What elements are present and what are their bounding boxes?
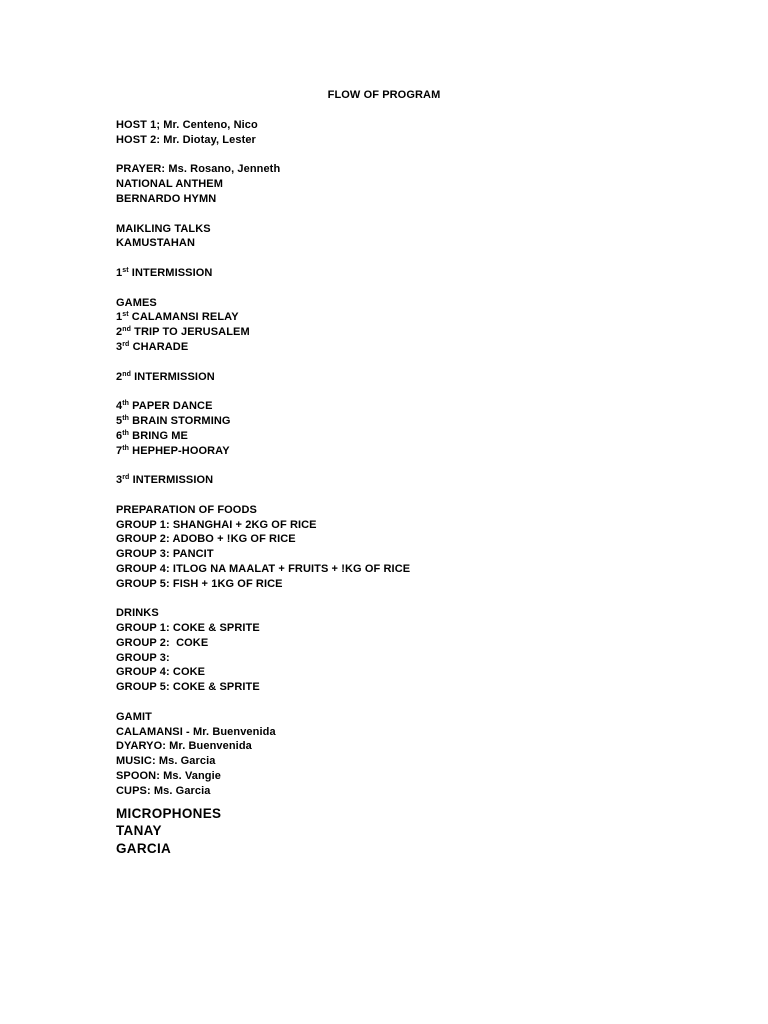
opening-line: NATIONAL ANTHEM [116, 178, 224, 191]
drink-item: GROUP 2: COKE [116, 636, 209, 649]
food-item: GROUP 4: ITLOG NA MAALAT + FRUITS + !KG OF RICE [116, 562, 411, 575]
gamit-item: MUSIC: Ms. Garcia [116, 755, 216, 768]
talks-line: KAMUSTAHAN [116, 237, 196, 250]
talks-line: MAIKLING TALKS [116, 222, 211, 235]
drink-item: GROUP 4: COKE [116, 666, 206, 679]
program-content [116, 118, 716, 857]
food-item: GROUP 5: FISH + 1KG OF RICE [116, 577, 283, 590]
food-item: GROUP 3: PANCIT [116, 548, 214, 561]
game-item: 5th BRAIN STORMING [116, 414, 231, 427]
gamit-item: CUPS: Ms. Garcia [116, 784, 211, 797]
game-item: 3rd CHARADE [116, 340, 189, 353]
drink-item: GROUP 5: COKE & SPRITE [116, 681, 260, 694]
gamit-item: CALAMANSI - Mr. Buenvenida [116, 725, 276, 738]
opening-line: PRAYER: Ms. Rosano, Jenneth [116, 163, 281, 176]
intermission-heading: 2nd INTERMISSION [116, 370, 215, 383]
game-item: 1st CALAMANSI RELAY [116, 311, 239, 324]
drink-item: GROUP 3: [116, 651, 170, 664]
host-line: HOST 2: Mr. Diotay, Lester [116, 133, 256, 146]
gamit-item: SPOON: Ms. Vangie [116, 770, 222, 783]
host-line: HOST 1; Mr. Centeno, Nico [116, 119, 258, 131]
game-item: 6th BRING ME [116, 429, 188, 442]
games-heading: GAMES [116, 296, 157, 309]
microphone-item: GARCIA [116, 840, 172, 856]
drinks-heading: DRINKS [116, 607, 159, 620]
foods-heading: PREPARATION OF FOODS [116, 503, 257, 516]
game-item: 2nd TRIP TO JERUSALEM [116, 326, 250, 339]
gamit-item: DYARYO: Mr. Buenvenida [116, 740, 252, 753]
microphones-heading: MICROPHONES [116, 805, 222, 821]
food-item: GROUP 2: ADOBO + !KG OF RICE [116, 533, 296, 546]
microphone-item: TANAY [116, 823, 162, 839]
page-title: FLOW OF PROGRAM [327, 89, 441, 101]
drink-item: GROUP 1: COKE & SPRITE [116, 622, 260, 635]
intermission-heading: 3rd INTERMISSION [116, 474, 214, 487]
game-item: 4th PAPER DANCE [116, 400, 213, 413]
intermission-heading: 1st INTERMISSION [116, 266, 213, 279]
gamit-heading: GAMIT [116, 710, 152, 723]
opening-line: BERNARDO HYMN [116, 192, 217, 205]
game-item: 7th HEPHEP-HOORAY [116, 444, 230, 457]
food-item: GROUP 1: SHANGHAI + 2KG OF RICE [116, 518, 317, 531]
